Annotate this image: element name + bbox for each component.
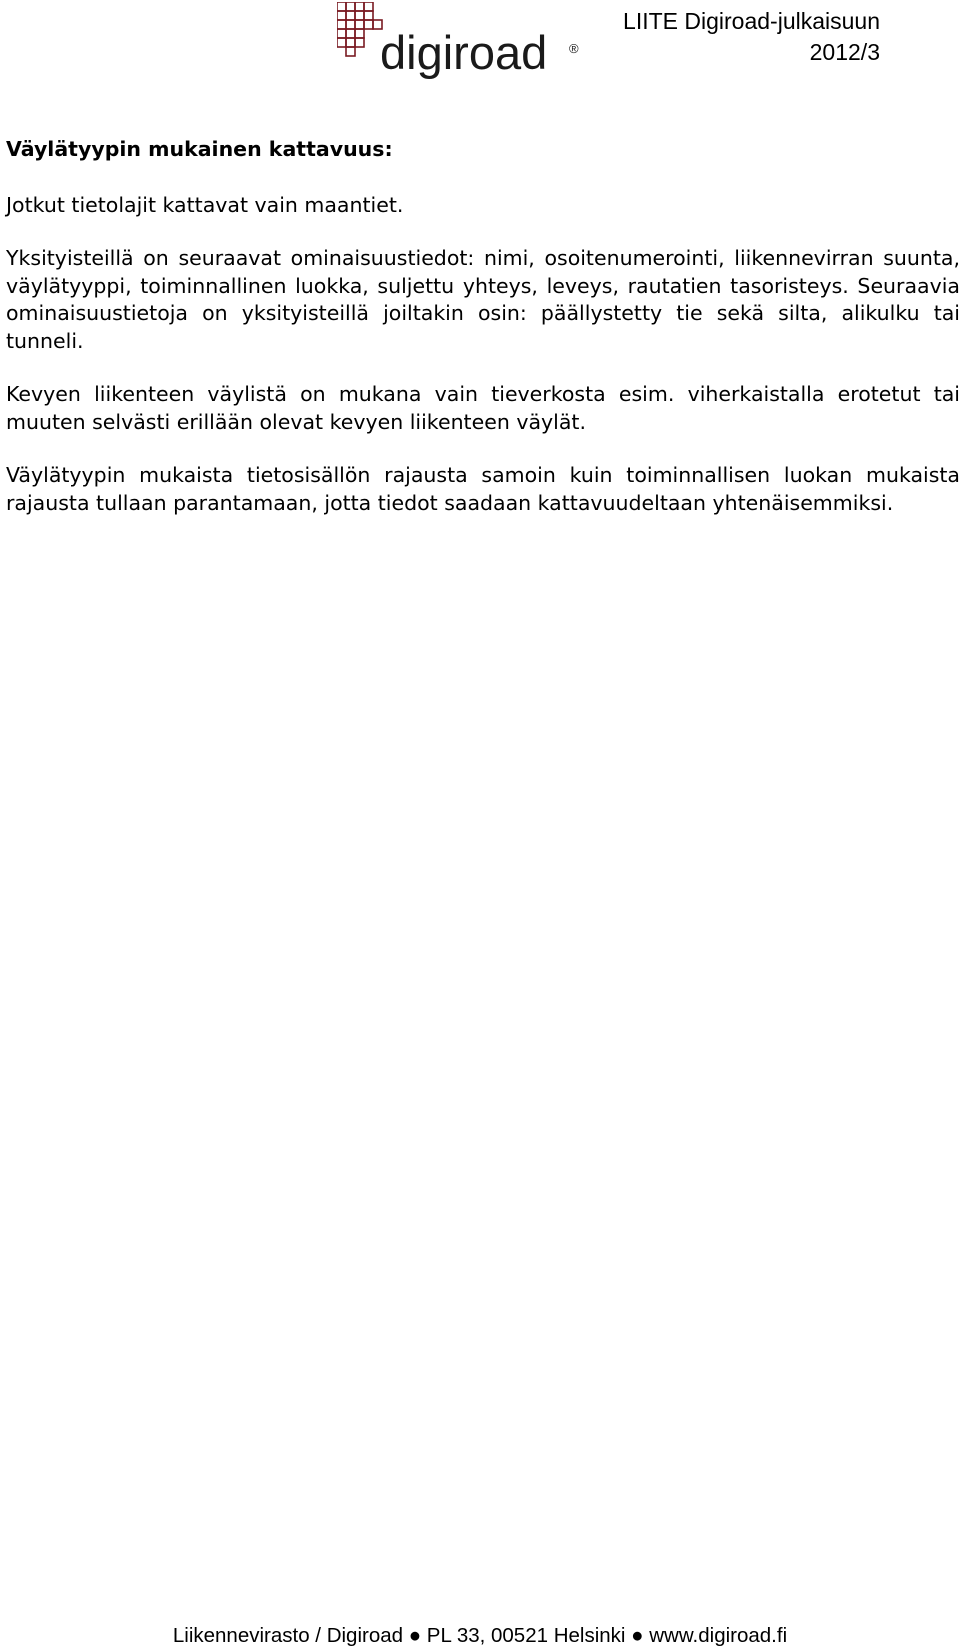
paragraph: Kevyen liikenteen väylistä on mukana vain tieverkosta esim. viherkaistalla erotetut tai muuten selvästi erillään olevat kevyen liikenteen väylät. bbox=[6, 382, 960, 434]
section-heading: Väylätyypin mukainen kattavuus: bbox=[6, 137, 393, 161]
document-body bbox=[6, 136, 960, 543]
doc-number: 2012/3 bbox=[809, 39, 880, 65]
registered-mark: ® bbox=[569, 41, 579, 56]
paragraph: Jotkut tietolajit kattavat vain maantiet. bbox=[6, 192, 404, 217]
paragraph: Väylätyypin mukaista tietosisällön rajausta samoin kuin toiminnallisen luokan mukaista rajausta tullaan parantamaan, jotta tiedot saadaan kattavuudeltaan yhtenäisemmiksi. bbox=[6, 463, 960, 515]
paragraph: Yksityisteillä on seuraavat ominaisuustiedot: nimi, osoitenumerointi, liikennevirran suunta, väylätyyppi, toiminnallinen luokka, suljettu yhteys, leveys, rautatien tasoristeys. Seuraavia ominaisuustietoja on yksityisteillä joiltakin osin: päällystetty tie sekä silta, alikulku tai tunneli. bbox=[6, 246, 960, 353]
doc-title: LIITE Digiroad-julkaisuun bbox=[623, 8, 880, 34]
logo-wordmark: digiroad bbox=[380, 26, 548, 79]
page-footer: Liikennevirasto / Digiroad ● PL 33, 00521 Helsinki ● www.digiroad.fi bbox=[172, 1624, 788, 1647]
document-header bbox=[623, 6, 880, 68]
